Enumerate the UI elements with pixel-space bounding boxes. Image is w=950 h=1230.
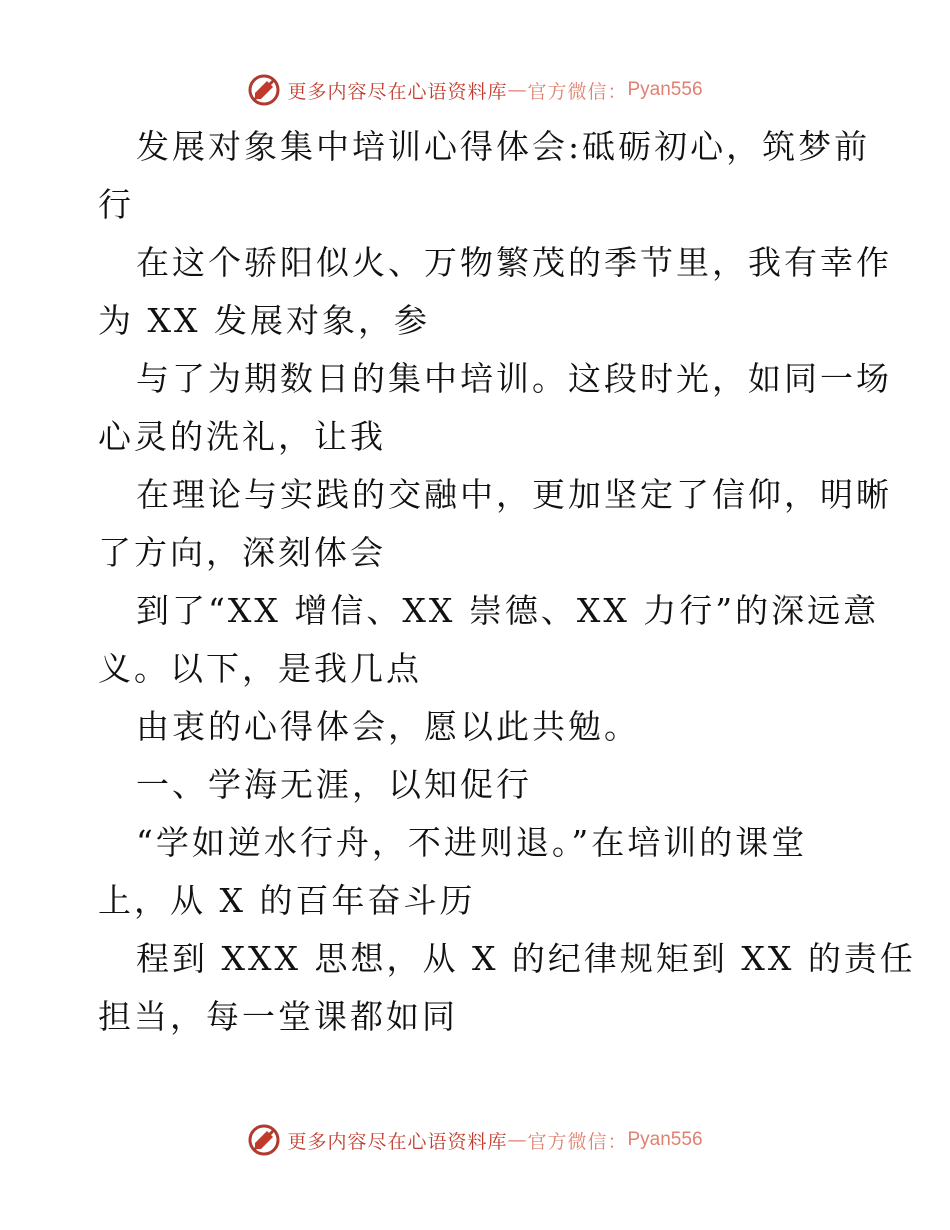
text-line: 义。以下，是我几点 [98,649,422,688]
banner-wechat-label: 官方微信： [527,80,628,103]
text-line: 由衷的心得体会，愿以此共勉。 [136,707,640,746]
text-line: 与了为期数日的集中培训。这段时光，如同一场 [136,359,892,398]
header-banner [0,70,950,110]
banner-text: 更多内容尽在心语资料库 [287,80,508,103]
text-line: 为 XX 发展对象，参 [98,301,430,340]
text-line: 心灵的洗礼，让我 [98,417,386,456]
text-line: “学如逆水行舟，不进则退。”在培训的课堂 [136,823,808,862]
pen-logo-icon [247,1123,281,1157]
banner-text: 更多内容尽在心语资料库 [287,1130,508,1153]
banner-wechat-label: 官方微信： [527,1130,628,1153]
text-line: 行 [98,185,134,224]
banner-wechat-id: Pyan556 [627,79,703,100]
banner-dash: — [507,79,528,101]
text-line: 在这个骄阳似火、万物繁茂的季节里，我有幸作 [136,243,892,282]
text-line: 程到 XXX 思想，从 X 的纪律规矩到 XX 的责任 [136,939,916,978]
text-line: 了方向，深刻体会 [98,533,386,572]
footer-banner [0,1120,950,1160]
document-body [98,118,916,1046]
pen-logo-icon [247,73,281,107]
text-line: 担当，每一堂课都如同 [98,997,458,1036]
text-line: 发展对象集中培训心得体会:砥砺初心，筑梦前 [136,127,871,166]
text-line: 上，从 X 的百年奋斗历 [98,881,476,920]
text-line: 一、学海无涯，以知促行 [136,765,532,804]
text-line: 到了“XX 增信、XX 崇德、XX 力行”的深远意 [136,591,880,630]
banner-wechat-id: Pyan556 [627,1129,703,1150]
banner-dash: — [507,1129,528,1151]
text-line: 在理论与实践的交融中，更加坚定了信仰，明晰 [136,475,892,514]
